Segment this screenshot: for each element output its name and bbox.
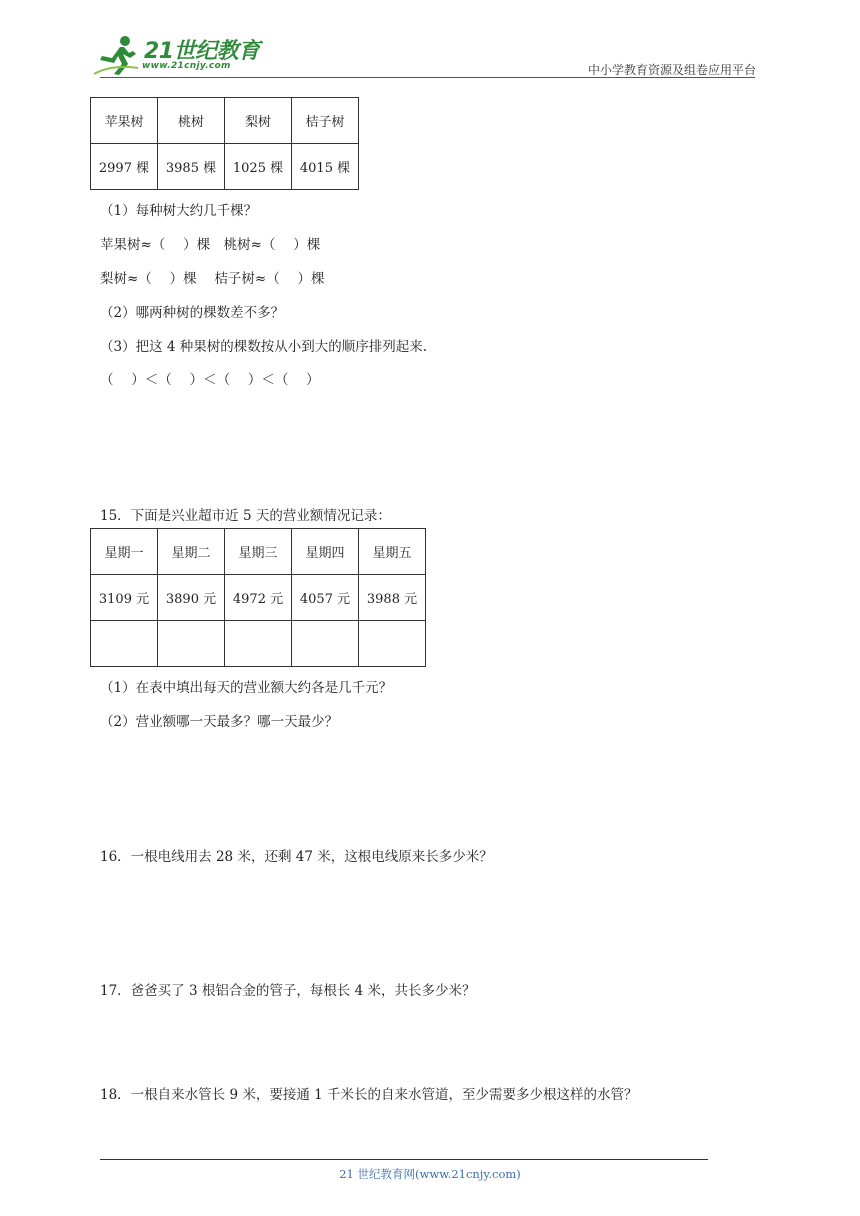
q14-blank-line-a: 苹果树≈（ ）棵 桃树≈（ ）棵	[100, 237, 321, 253]
page-header	[0, 0, 860, 80]
table-header-cell: 梨树	[225, 98, 292, 144]
answer-cell[interactable]	[158, 621, 225, 667]
table-header-cell: 星期一	[91, 529, 158, 575]
sales-table	[90, 528, 426, 667]
table-cell: 1025 棵	[225, 144, 292, 190]
table-header-cell: 星期三	[225, 529, 292, 575]
question-16: 16．一根电线用去 28 米，还剩 47 米，这根电线原来长多少米？	[100, 849, 493, 865]
answer-cell[interactable]	[91, 621, 158, 667]
table-cell: 4057 元	[292, 575, 359, 621]
table-cell: 3985 棵	[158, 144, 225, 190]
tree-count-table	[90, 97, 359, 190]
question-18: 18．一根自来水管长 9 米，要接通 1 千米长的自来水管道，至少需要多少根这样的水管？	[100, 1087, 638, 1103]
q14-order-blanks: （ ）＜（ ）＜（ ）＜（ ）	[100, 372, 320, 388]
header-divider	[100, 77, 755, 78]
answer-cell[interactable]	[292, 621, 359, 667]
q15-part1: （1）在表中填出每天的营业额大约各是几千元？	[100, 680, 393, 696]
runner-logo-icon	[92, 34, 142, 76]
table-header-cell: 苹果树	[91, 98, 158, 144]
table-cell: 3988 元	[359, 575, 426, 621]
table-cell: 3890 元	[158, 575, 225, 621]
platform-title: 中小学教育资源及组卷应用平台	[587, 63, 756, 77]
table-header-cell: 星期二	[158, 529, 225, 575]
table-cell: 4015 棵	[292, 144, 359, 190]
q15-stem: 15．下面是兴业超市近 5 天的营业额情况记录：	[100, 508, 391, 524]
footer-text[interactable]: 21 世纪教育网(www.21cnjy.com)	[339, 1167, 521, 1181]
table-cell: 4972 元	[225, 575, 292, 621]
q15-part2: （2）营业额哪一天最多？哪一天最少？	[100, 714, 339, 730]
q14-blank-line-b: 梨树≈（ ）棵 桔子树≈（ ）棵	[100, 271, 325, 287]
answer-cell[interactable]	[359, 621, 426, 667]
footer-divider	[100, 1159, 708, 1160]
table-header-cell: 星期四	[292, 529, 359, 575]
logo-url: www.21cnjy.com	[142, 61, 231, 71]
question-17: 17．爸爸买了 3 根铝合金的管子，每根长 4 米，共长多少米？	[100, 983, 476, 999]
q14-part3: （3）把这 4 种果树的棵数按从小到大的顺序排列起来.	[100, 339, 428, 355]
logo-text: 21世纪教育	[144, 39, 260, 64]
q14-part1: （1）每种树大约几千棵？	[100, 203, 258, 219]
table-header-cell: 星期五	[359, 529, 426, 575]
site-logo	[92, 34, 262, 78]
table-header-cell: 桃树	[158, 98, 225, 144]
table-cell: 3109 元	[91, 575, 158, 621]
answer-cell[interactable]	[225, 621, 292, 667]
table-cell: 2997 棵	[91, 144, 158, 190]
table-header-cell: 桔子树	[292, 98, 359, 144]
q14-part2: （2）哪两种树的棵数差不多？	[100, 305, 285, 321]
